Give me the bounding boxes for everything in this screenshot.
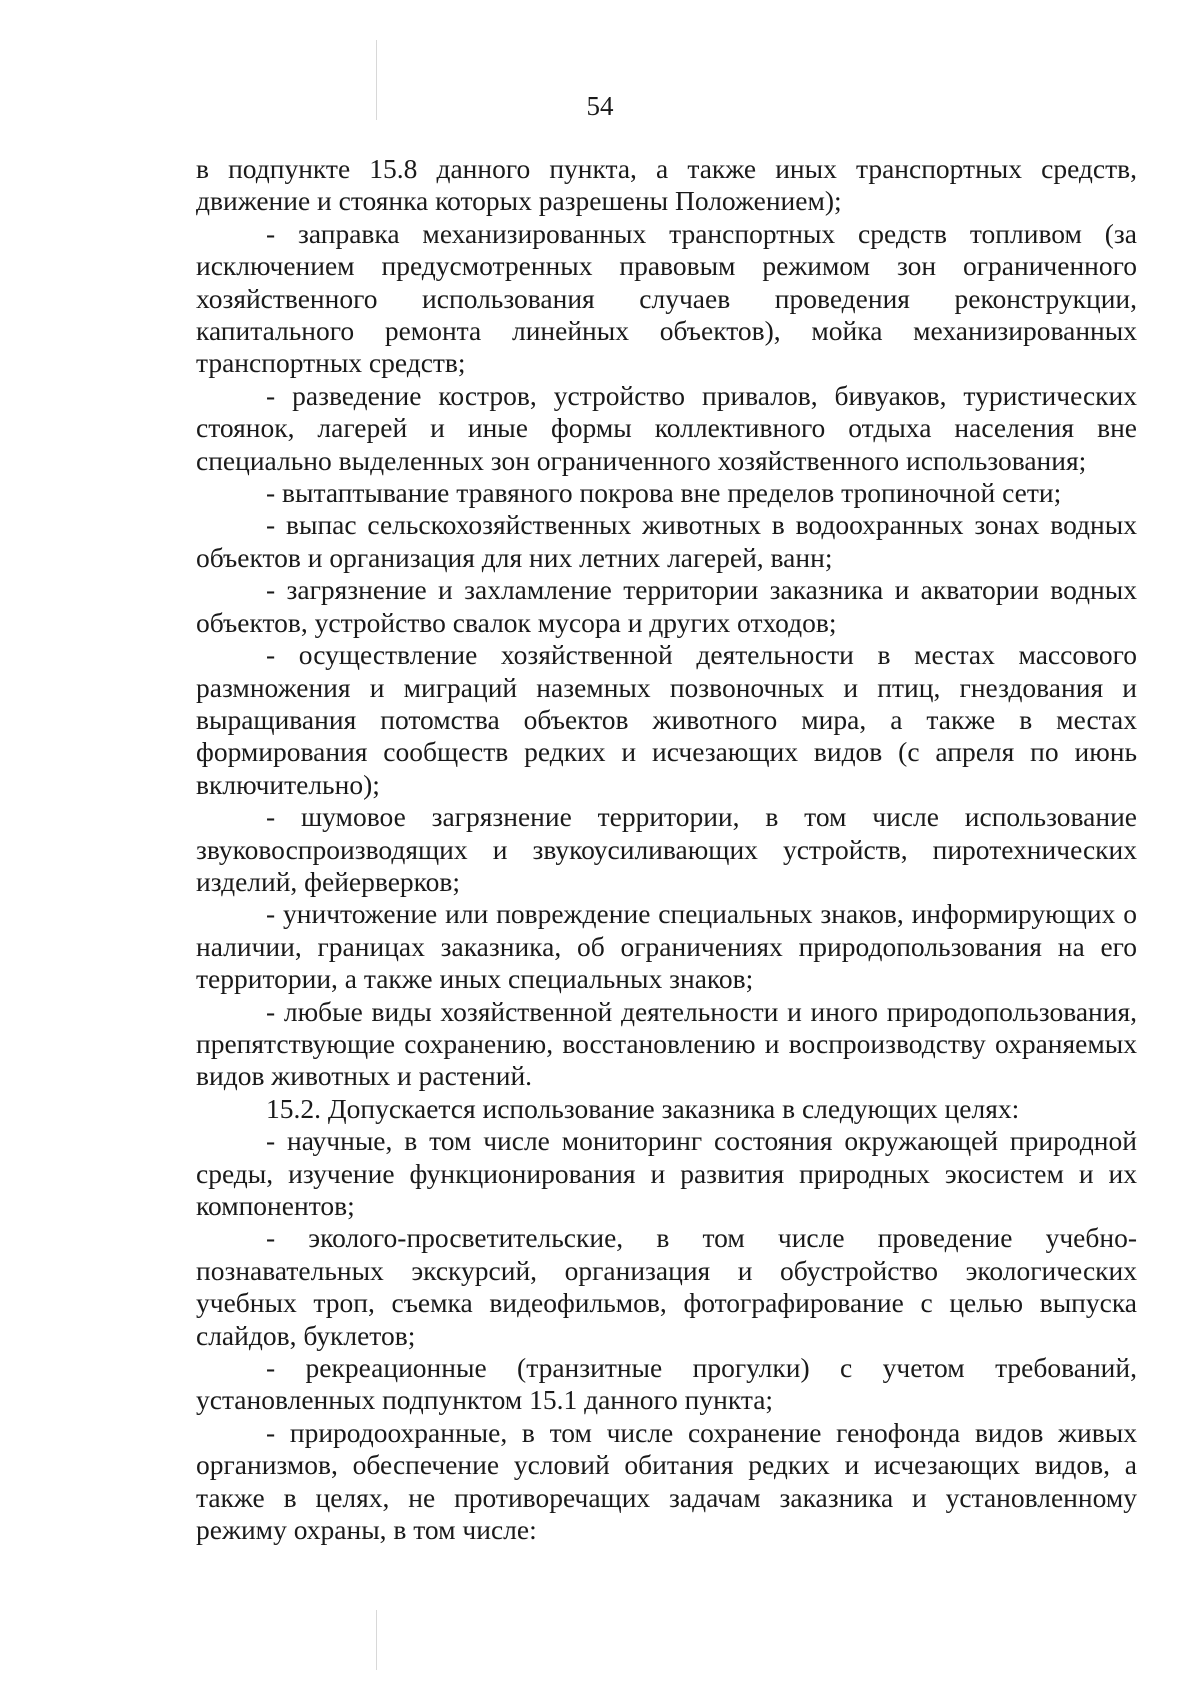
paragraph-grazing: - выпас сельскохозяйственных животных в водоохранных зонах водных объектов и организация для них летних лагерей, ванн; — [196, 509, 1137, 573]
paragraph-section-15-2: 15.2. Допускается использование заказника в следующих целях: — [266, 1092, 1020, 1124]
paragraph-refueling: - заправка механизированных транспортных средств топливом (за исключением предусмотренных правовым режимом зон ограниченного хозяйственного использования случаев проведения реконструкции, капитального ремонта линейных объектов), мойка механизированных транспортных средств; — [196, 217, 1137, 379]
paragraph-scientific: - научные, в том числе мониторинг состояния окружающей природной среды, изучение функционирования и развития природных экосистем и их компонентов; — [196, 1125, 1137, 1221]
paragraph-breeding-areas: - осуществление хозяйственной деятельности в местах массового размножения и миграций наземных позвоночных и птиц, гнездования и выращивания потомства объектов животного мира, а также в местах формирования сообществ редких и исчезающих видов (с апреля по июнь включительно); — [196, 639, 1137, 800]
paragraph-recreational: - рекреационные (транзитные прогулки) с учетом требований, установленных подпунктом 15.1 данного пункта; — [196, 1352, 1137, 1416]
paragraph-signs: - уничтожение или повреждение специальных знаков, информирующих о наличии, границах заказника, об ограничениях природопользования на его территории, а также иных специальных знаков; — [196, 898, 1137, 995]
paragraph-conservation: - природоохранные, в том числе сохранение генофонда видов живых организмов, обеспечение условий обитания редких и исчезающих видов, а также в целях, не противоречащих задачам заказника и установленному режиму охраны, в том числе: — [196, 1416, 1137, 1546]
paragraph-noise: - шумовое загрязнение территории, в том числе использование звуковоспроизводящих и звукоусиливающих устройств, пиротехнических изделий, фейерверков; — [196, 801, 1137, 897]
document-body — [196, 153, 1137, 1546]
paragraph-any-activity: - любые виды хозяйственной деятельности и иного природопользования, препятствующие сохранению, восстановлению и воспроизводству охраняемых видов животных и растений. — [196, 995, 1137, 1092]
scan-artifact-line-bottom — [376, 1610, 377, 1670]
paragraph-continuation: в подпункте 15.8 данного пункта, а также иных транспортных средств, движение и стоянка которых разрешены Положением); — [196, 153, 1137, 217]
paragraph-pollution: - загрязнение и захламление территории заказника и акватории водных объектов, устройство свалок мусора и других отходов; — [196, 574, 1137, 638]
paragraph-educational: - эколого-просветительские, в том числе проведение учебно-познавательных экскурсий, организация и обустройство экологических учебных троп, съемка видеофильмов, фотографирование с целью выпуска слайдов, буклетов; — [196, 1222, 1137, 1351]
paragraph-campfires: - разведение костров, устройство привалов, бивуаков, туристических стоянок, лагерей и иные формы коллективного отдыха населения вне специально выделенных зон ограниченного хозяйственного использования; — [196, 379, 1137, 476]
page-number: 54 — [586, 91, 614, 121]
paragraph-trampling: - вытаптывание травяного покрова вне пределов тропиночной сети; — [266, 477, 1062, 509]
